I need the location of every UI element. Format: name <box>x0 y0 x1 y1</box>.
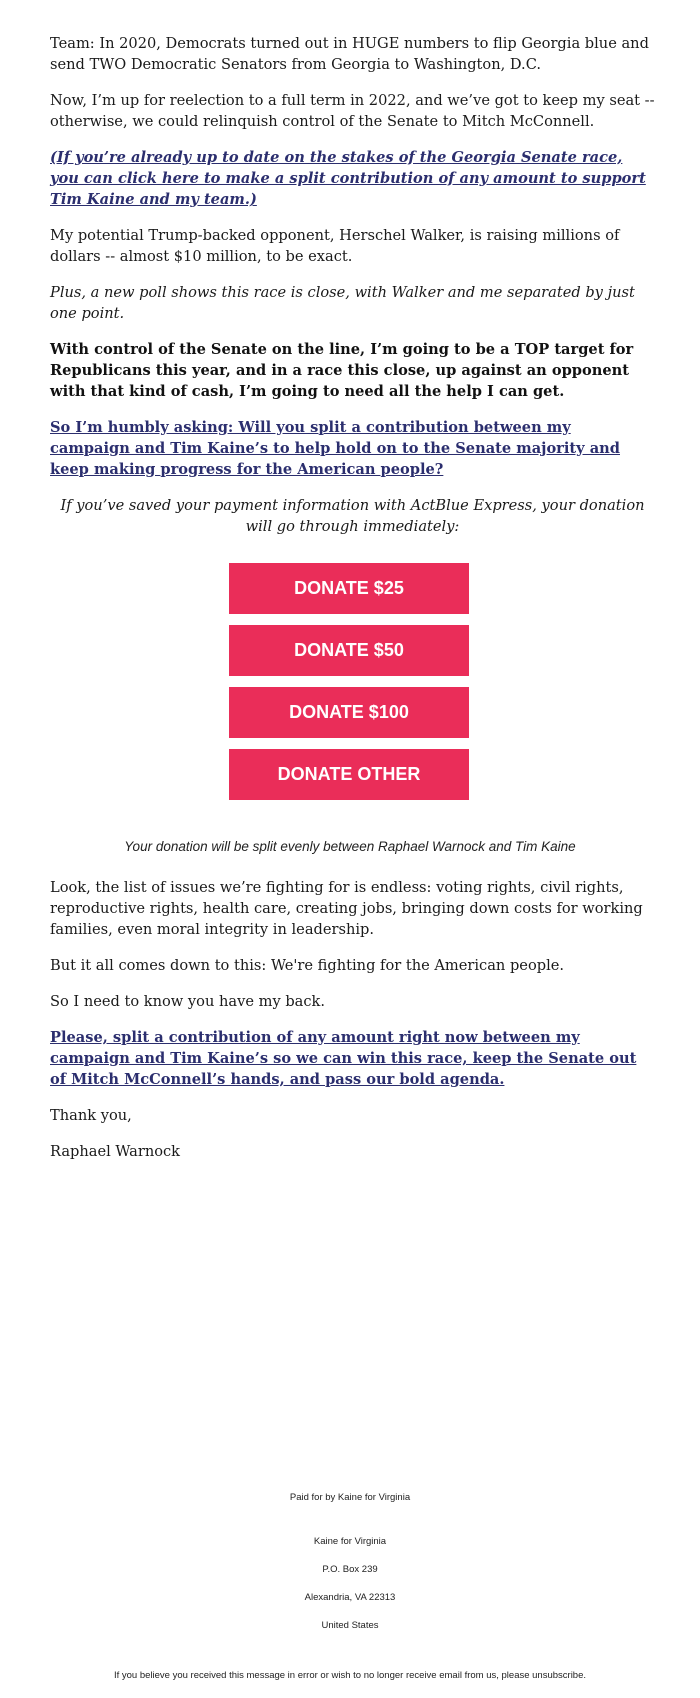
donate-button-group <box>229 563 469 811</box>
signature: Raphael Warnock <box>50 1143 181 1160</box>
donate-other-button[interactable]: DONATE OTHER <box>229 749 469 800</box>
split-contribution-link-intro[interactable]: (If you’re already up to date on the stakes of the Georgia Senate race, you can click here to make a split contribution of any amount to support Tim Kaine and my team.) <box>50 149 646 208</box>
paragraph-poll: Plus, a new poll shows this race is close, with Walker and me separated by just one point. <box>50 284 635 322</box>
email-content-bottom <box>50 877 655 1177</box>
split-contribution-link-ask[interactable]: So I’m humbly asking: Will you split a contribution between my campaign and Tim Kaine’s to help hold on to the Senate majority and keep making progress for the American people? <box>50 419 620 478</box>
footer-city: Alexandria, VA 22313 <box>304 1592 396 1603</box>
paragraph-fighting: But it all comes down to this: We're fighting for the American people. <box>50 957 565 974</box>
split-donation-note: Your donation will be split evenly between Raphael Warnock and Tim Kaine <box>124 839 576 854</box>
actblue-express-note: If you’ve saved your payment information with ActBlue Express, your donation will go through immediately: <box>60 497 645 535</box>
paragraph-intro: Team: In 2020, Democrats turned out in HUGE numbers to flip Georgia blue and send TWO Democratic Senators from Georgia to Washington, D.C. <box>50 35 649 73</box>
footer-unsubscribe[interactable]: If you believe you received this message in error or wish to no longer receive email from us, please unsubscribe. <box>113 1670 587 1681</box>
donate-100-button[interactable]: DONATE $100 <box>229 687 469 738</box>
paragraph-issues: Look, the list of issues we’re fighting for is endless: voting rights, civil rights, reproductive rights, health care, creating jobs, bringing down costs for working families, even moral integrity in leadership. <box>50 879 643 938</box>
paragraph-have-my-back: So I need to know you have my back. <box>50 993 326 1010</box>
footer-country: United States <box>321 1620 379 1631</box>
footer-paid-for: Paid for by Kaine for Virginia <box>289 1492 411 1503</box>
footer-org-name: Kaine for Virginia <box>313 1536 387 1547</box>
email-content-top <box>50 33 655 552</box>
paragraph-target: With control of the Senate on the line, I’m going to be a TOP target for Republicans this year, and in a race this close, up against an opponent with that kind of cash, I’m going to need all the help I can get. <box>50 341 634 400</box>
footer-po-box: P.O. Box 239 <box>322 1564 378 1575</box>
donate-50-button[interactable]: DONATE $50 <box>229 625 469 676</box>
donate-25-button[interactable]: DONATE $25 <box>229 563 469 614</box>
paragraph-opponent: My potential Trump-backed opponent, Herschel Walker, is raising millions of dollars -- almost $10 million, to be exact. <box>50 227 620 265</box>
paragraph-reelection: Now, I’m up for reelection to a full term in 2022, and we’ve got to keep my seat -- otherwise, we could relinquish control of the Senate to Mitch McConnell. <box>50 92 655 130</box>
split-contribution-link-closing[interactable]: Please, split a contribution of any amount right now between my campaign and Tim Kaine’s so we can win this race, keep the Senate out of Mitch McConnell’s hands, and pass our bold agenda. <box>50 1029 637 1088</box>
closing-thanks: Thank you, <box>50 1107 132 1124</box>
